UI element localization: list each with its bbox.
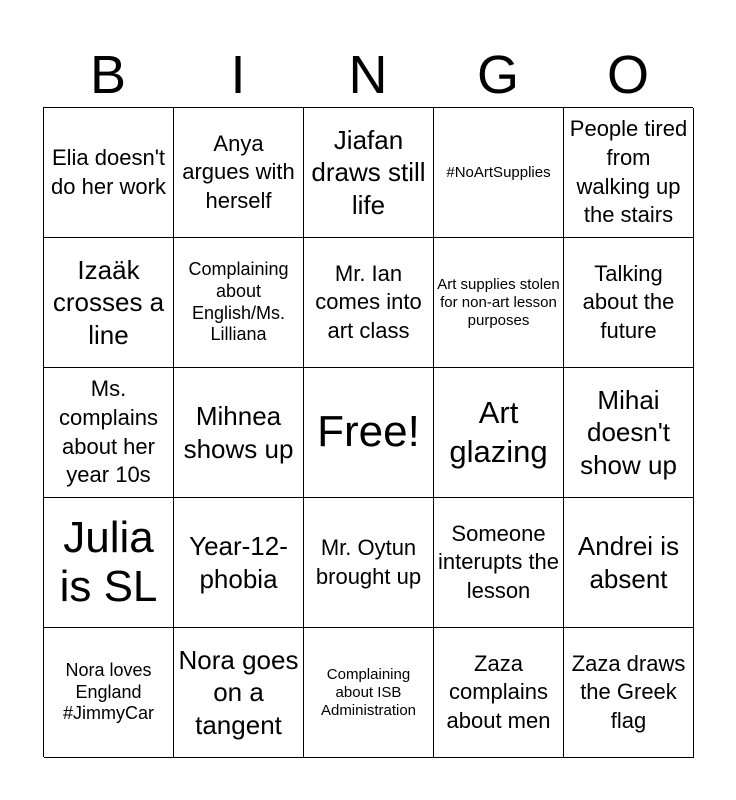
cell-text: Zaza complains about men xyxy=(446,650,551,733)
cell-text: Free! xyxy=(317,407,420,457)
cell-text: Mihnea shows up xyxy=(183,401,294,464)
cell-text: Ms. complains about her year 10s xyxy=(58,376,159,488)
bingo-cell-r2-c1[interactable] xyxy=(44,238,174,368)
bingo-cell-r5-c5[interactable] xyxy=(564,628,694,758)
header-letter-o: O xyxy=(606,45,649,105)
bingo-cell-r3-c5[interactable] xyxy=(564,368,694,498)
bingo-cell-r1-c2[interactable] xyxy=(174,108,304,238)
header-letter-i: I xyxy=(230,45,246,105)
cell-text: Jiafan draws still life xyxy=(311,124,426,220)
header-letter-g: G xyxy=(476,45,519,105)
cell-text: Nora loves England #JimmyCar xyxy=(62,659,154,724)
bingo-cell-r3-c3[interactable] xyxy=(304,368,434,498)
cell-text: Anya argues with herself xyxy=(182,130,295,213)
cell-text: Art supplies stolen for non-art lesson purposes xyxy=(437,275,560,329)
bingo-cell-r5-c3[interactable] xyxy=(304,628,434,758)
cell-text: #NoArtSupplies xyxy=(446,163,551,181)
bingo-cell-r4-c2[interactable] xyxy=(174,498,304,628)
bingo-cell-r4-c1[interactable] xyxy=(44,498,174,628)
bingo-cell-r2-c3[interactable] xyxy=(304,238,434,368)
cell-text: Complaining about English/Ms. Lilliana xyxy=(188,258,289,345)
header-letter-n: N xyxy=(348,45,388,105)
cell-text: Zaza draws the Greek flag xyxy=(571,650,686,733)
bingo-cell-r3-c4[interactable] xyxy=(434,368,564,498)
bingo-cell-r2-c4[interactable] xyxy=(434,238,564,368)
bingo-grid xyxy=(43,107,693,757)
bingo-cell-r1-c4[interactable] xyxy=(434,108,564,238)
bingo-cell-r4-c3[interactable] xyxy=(304,498,434,628)
header-letter-b: B xyxy=(89,45,127,105)
bingo-cell-r2-c2[interactable] xyxy=(174,238,304,368)
cell-text: Mihai doesn't show up xyxy=(580,384,677,480)
cell-text: Nora goes on a tangent xyxy=(178,644,299,740)
cell-text: Julia is SL xyxy=(59,513,158,611)
bingo-cell-r4-c5[interactable] xyxy=(564,498,694,628)
cell-text: Year-12-phobia xyxy=(189,531,288,594)
bingo-cell-r1-c1[interactable] xyxy=(44,108,174,238)
cell-text: Complaining about ISB Administration xyxy=(320,665,417,719)
bingo-cell-r5-c4[interactable] xyxy=(434,628,564,758)
cell-text: Mr. Ian comes into art class xyxy=(315,260,422,343)
bingo-cell-r5-c1[interactable] xyxy=(44,628,174,758)
bingo-cell-r1-c5[interactable] xyxy=(564,108,694,238)
cell-text: Andrei is absent xyxy=(577,531,680,594)
cell-text: Art glazing xyxy=(449,394,548,469)
cell-text: Izaäk crosses a line xyxy=(52,254,165,350)
bingo-cell-r4-c4[interactable] xyxy=(434,498,564,628)
cell-text: Elia doesn't do her work xyxy=(51,144,166,199)
cell-text: People tired from walking up the stairs xyxy=(569,116,688,228)
bingo-cell-r3-c2[interactable] xyxy=(174,368,304,498)
bingo-cell-r5-c2[interactable] xyxy=(174,628,304,758)
bingo-header xyxy=(43,42,693,108)
bingo-cell-r2-c5[interactable] xyxy=(564,238,694,368)
cell-text: Talking about the future xyxy=(582,260,675,343)
cell-text: Mr. Oytun brought up xyxy=(315,534,422,589)
bingo-cell-r1-c3[interactable] xyxy=(304,108,434,238)
cell-text: Someone interupts the lesson xyxy=(437,520,560,603)
bingo-cell-r3-c1[interactable] xyxy=(44,368,174,498)
